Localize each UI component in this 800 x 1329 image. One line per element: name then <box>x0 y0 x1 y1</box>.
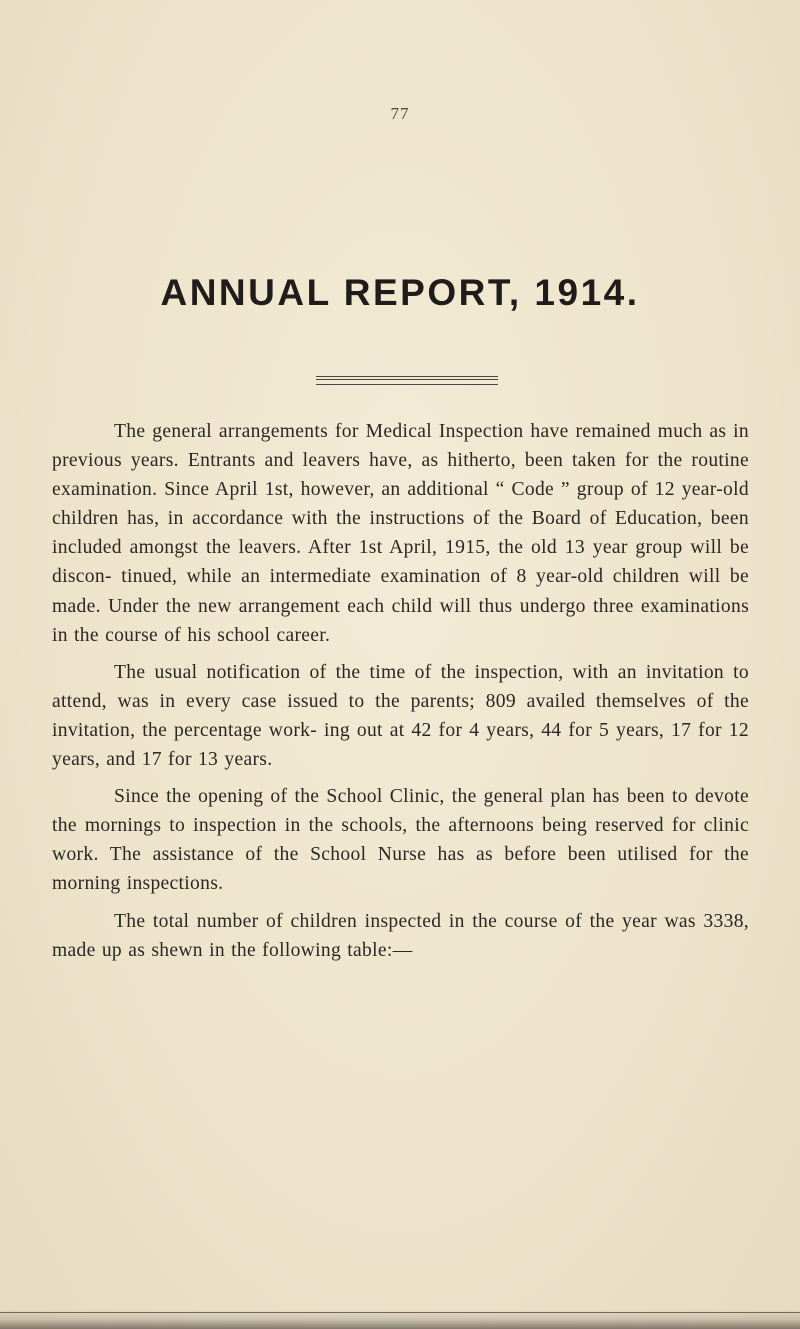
page-number: 77 <box>390 104 410 123</box>
report-title: ANNUAL REPORT, 1914. <box>160 272 640 313</box>
paragraph-notification: The usual notification of the time of the inspection, with an invitation to attend, was in every case issued to the parents; 809 availed themselves of the invitation, the percentage work- ing out at 42 for 4 years, 44 for 5 years, 17 for 12 years, and 17 for 13 years. <box>52 661 749 771</box>
paragraph-arrangements: The general arrangements for Medical Inspection have remained much as in previous years. Entrants and leavers have, as hitherto, been taken for the routine examination. Since April 1st, however, an additional “ Code ” group of 12 year-old children has, in accordance with the instructions of the Board of Education, been included amongst the leavers. After 1st April, 1915, the old 13 year group will be discon- tinued, while an intermediate examination of 8 year-old children will be made. Under the new arrangement each child will thus undergo three examinations in the course of his school career. <box>52 421 749 646</box>
page-bottom-edge <box>0 1309 800 1329</box>
title-divider <box>316 376 498 385</box>
paragraph-school-clinic: Since the opening of the School Clinic, the general plan has been to devote the mornings to inspection in the schools, the afternoons being reserved for clinic work. The assistance of the School Nurse has as before been utilised for the morning inspections. <box>52 786 749 895</box>
report-body <box>52 417 749 973</box>
paragraph-total-inspected: The total number of children inspected in the course of the year was 3338, made up as shewn in the following table:— <box>52 910 749 961</box>
